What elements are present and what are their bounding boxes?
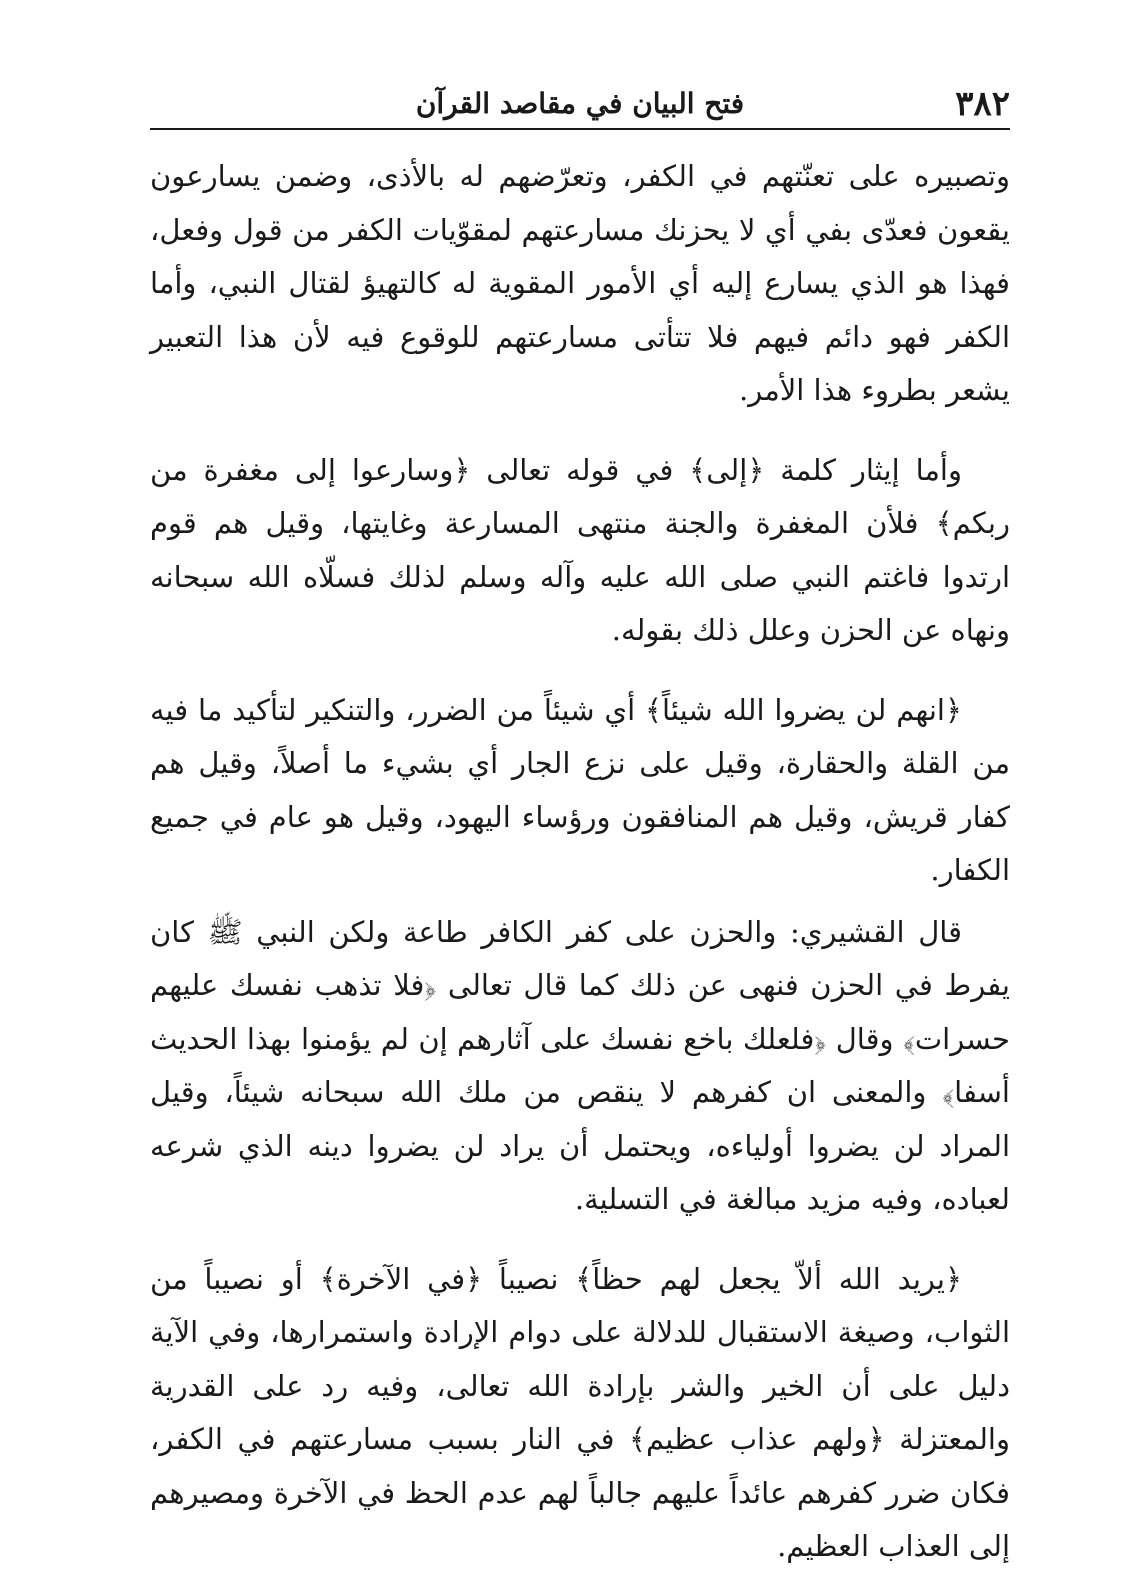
- paragraph-4: قال القشيري: والحزن على كفر الكافر طاعة ولكن النبي ﷺ كان يفرط في الحزن فنهى عن ذلك كما قال تعالى ﴿فلا تذهب نفسك عليهم حسرات﴾ وقال ﴿فلعلك باخع نفسك على آثارهم إن لم يؤمنوا بهذا الحديث أسفا﴾ والمعنى ان كفرهم لا ينقص من ملك الله سبحانه شيئاً، وقيل المراد لن يضروا أولياءه، ويحتمل أن يراد لن يضروا دينه الذي شرعه لعباده، وفيه مزيد مبالغة في التسلية.: [150, 914, 1010, 1216]
- book-title: فتح البيان في مقاصد القرآن: [415, 87, 745, 120]
- paragraph-2: وأما إيثار كلمة ﴿إلى﴾ في قوله تعالى ﴿وسارعوا إلى مغفرة من ربكم﴾ فلأن المغفرة والجنة منتهى المسارعة وغايتها، وقيل هم قوم ارتدوا فاغتم النبي صلى الله عليه وآله وسلم لذلك فسلّاه الله سبحانه ونهاه عن الحزن وعلل ذلك بقوله.: [150, 452, 1010, 647]
- paragraph-5: ﴿يريد الله ألاّ يجعل لهم حظاً﴾ نصيباً ﴿في الآخرة﴾ أو نصيباً من الثواب، وصيغة الاستقبال للدلالة على دوام الإرادة واستمرارها، وفي الآية دليل على أن الخير والشر بإرادة الله تعالى، وفيه رد على القدرية والمعتزلة ﴿ولهم عذاب عظيم﴾ في النار بسبب مسارعتهم في الكفر، فكان ضرر كفرهم عائداً عليهم جالباً لهم عدم الحظ في الآخرة ومصيرهم إلى العذاب العظيم.: [150, 1261, 1010, 1563]
- page-number: ٣٨٢: [955, 84, 1010, 124]
- paragraph-3: ﴿انهم لن يضروا الله شيئاً﴾ أي شيئاً من الضرر، والتنكير لتأكيد ما فيه من القلة والحقارة، وقيل على نزع الجار أي بشيء ما أصلاً، وقيل هم كفار قريش، وقيل هم المنافقون ورؤساء اليهود، وقيل هو عام في جميع الكفار.: [150, 692, 1010, 887]
- running-header: [150, 80, 1010, 130]
- paragraph-1: وتصبيره على تعنّتهم في الكفر، وتعرّضهم له بالأذى، وضمن يسارعون يقعون فعدّى بفي أي لا يحزنك مسارعتهم لمقوّيات الكفر من قول وفعل، فهذا هو الذي يسارع إليه أي الأمور المقوية له كالتهيؤ لقتال النبي، وأما الكفر فهو دائم فيهم فلا تتأتى مسارعتهم للوقوع فيه لأن هذا التعبير يشعر بطروء هذا الأمر.: [150, 159, 1010, 407]
- body-text: [150, 150, 1010, 1574]
